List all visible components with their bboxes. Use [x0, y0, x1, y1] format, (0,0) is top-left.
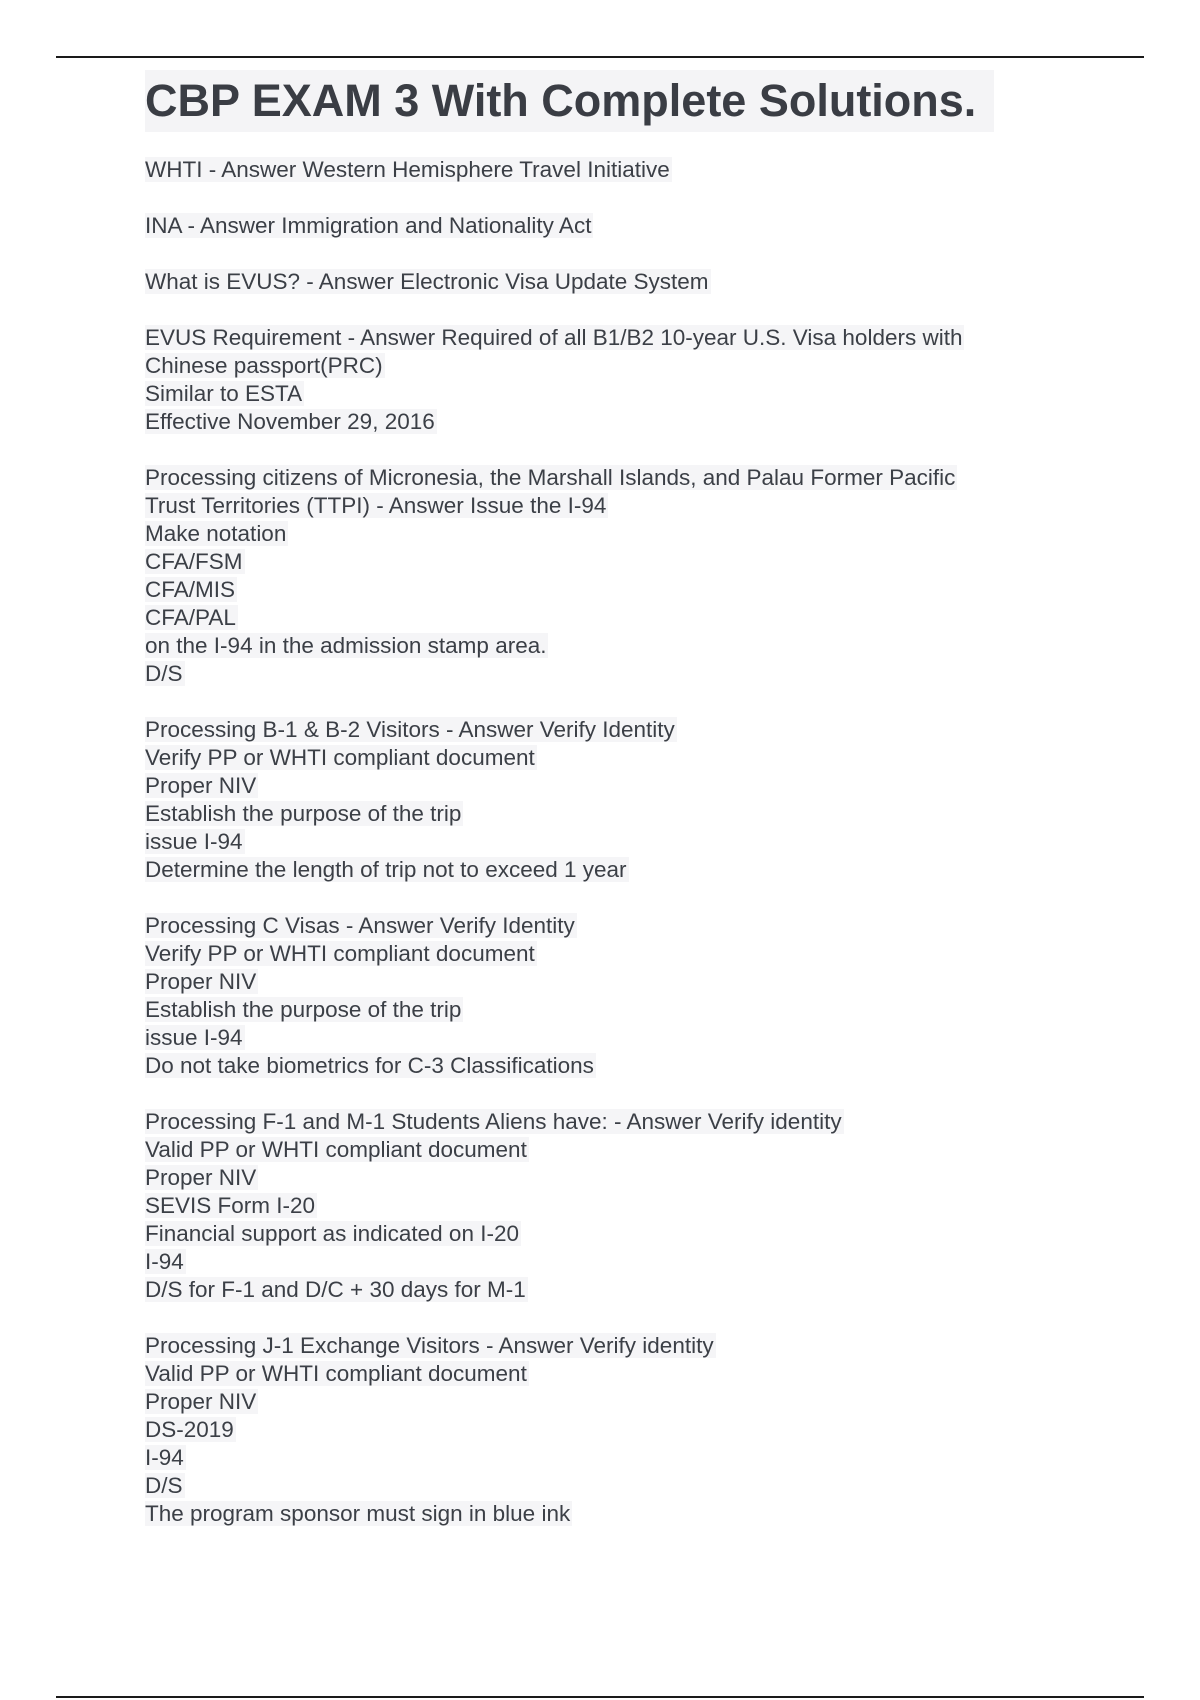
qa-answer-line [145, 800, 1065, 828]
line-text: Processing F-1 and M-1 Students Aliens have: - Answer Verify identity [145, 1109, 842, 1134]
qa-question-line [145, 156, 1065, 184]
qa-question-line [145, 716, 1065, 744]
qa-answer-line [145, 1416, 1065, 1444]
line-text: issue I-94 [145, 829, 243, 854]
qa-answer-line [145, 1248, 1065, 1276]
line-text: DS-2019 [145, 1417, 234, 1442]
line-text: D/S [145, 661, 183, 686]
qa-answer-line [145, 1164, 1065, 1192]
line-text: Processing B-1 & B-2 Visitors - Answer Verify Identity [145, 717, 675, 742]
line-text: Verify PP or WHTI compliant document [145, 941, 535, 966]
top-rule [56, 56, 1144, 58]
line-text: SEVIS Form I-20 [145, 1193, 316, 1218]
line-text: issue I-94 [145, 1025, 243, 1050]
qa-answer-line [145, 1024, 1065, 1052]
qa-answer-line [145, 352, 1065, 380]
qa-answer-line [145, 1136, 1065, 1164]
line-text: D/S [145, 1473, 183, 1498]
qa-entry [145, 1108, 1065, 1304]
qa-answer-line [145, 576, 1065, 604]
qa-answer-line [145, 604, 1065, 632]
line-text: Do not take biometrics for C-3 Classifications [145, 1053, 594, 1078]
qa-answer-line [145, 408, 1065, 436]
line-text: WHTI - Answer Western Hemisphere Travel Initiative [145, 157, 670, 182]
qa-entry [145, 324, 1065, 436]
line-text: The program sponsor must sign in blue ink [145, 1501, 571, 1526]
qa-question-line [145, 324, 1065, 352]
qa-answer-line [145, 1388, 1065, 1416]
line-text: Valid PP or WHTI compliant document [145, 1361, 527, 1386]
line-text: Financial support as indicated on I-20 [145, 1221, 519, 1246]
line-text: Similar to ESTA [145, 381, 303, 406]
qa-entry [145, 464, 1065, 688]
line-text: Processing citizens of Micronesia, the Marshall Islands, and Palau Former Pacific [145, 465, 956, 490]
line-text: Verify PP or WHTI compliant document [145, 745, 535, 770]
qa-entry [145, 912, 1065, 1080]
qa-question-line [145, 464, 1065, 492]
line-text: Proper NIV [145, 773, 257, 798]
qa-answer-line [145, 380, 1065, 408]
line-text: What is EVUS? - Answer Electronic Visa Update System [145, 269, 709, 294]
qa-answer-line [145, 492, 1065, 520]
line-text: Establish the purpose of the trip [145, 997, 462, 1022]
qa-answer-line [145, 632, 1065, 660]
line-text: CFA/FSM [145, 549, 243, 574]
document-page [145, 70, 1065, 1556]
qa-answer-line [145, 1444, 1065, 1472]
qa-entry [145, 268, 1065, 296]
qa-answer-line [145, 548, 1065, 576]
qa-question-line [145, 268, 1065, 296]
line-text: Chinese passport(PRC) [145, 353, 383, 378]
qa-question-line [145, 1108, 1065, 1136]
qa-entry [145, 1332, 1065, 1528]
qa-answer-line [145, 744, 1065, 772]
line-text: Trust Territories (TTPI) - Answer Issue the I-94 [145, 493, 607, 518]
line-text: Proper NIV [145, 1165, 257, 1190]
line-text: Make notation [145, 521, 287, 546]
line-text: CFA/PAL [145, 605, 236, 630]
bottom-rule [56, 1696, 1144, 1698]
qa-entry [145, 716, 1065, 884]
qa-answer-line [145, 1500, 1065, 1528]
line-text: Processing J-1 Exchange Visitors - Answer Verify identity [145, 1333, 714, 1358]
qa-answer-line [145, 772, 1065, 800]
line-text: I-94 [145, 1249, 184, 1274]
line-text: D/S for F-1 and D/C + 30 days for M-1 [145, 1277, 526, 1302]
line-text: Determine the length of trip not to exceed 1 year [145, 857, 627, 882]
qa-answer-line [145, 996, 1065, 1024]
line-text: I-94 [145, 1445, 184, 1470]
qa-answer-line [145, 1192, 1065, 1220]
line-text: Valid PP or WHTI compliant document [145, 1137, 527, 1162]
qa-answer-line [145, 660, 1065, 688]
qa-answer-line [145, 1472, 1065, 1500]
line-text: Processing C Visas - Answer Verify Identity [145, 913, 575, 938]
qa-question-line [145, 212, 1065, 240]
qa-answer-line [145, 940, 1065, 968]
document-title: CBP EXAM 3 With Complete Solutions. [145, 70, 994, 132]
qa-answer-line [145, 1360, 1065, 1388]
qa-answer-line [145, 828, 1065, 856]
line-text: CFA/MIS [145, 577, 236, 602]
qa-answer-line [145, 856, 1065, 884]
line-text: Proper NIV [145, 969, 257, 994]
line-text: Effective November 29, 2016 [145, 409, 435, 434]
qa-entry [145, 212, 1065, 240]
qa-list [145, 156, 1065, 1528]
line-text: INA - Answer Immigration and Nationality Act [145, 213, 592, 238]
qa-answer-line [145, 968, 1065, 996]
line-text: Proper NIV [145, 1389, 257, 1414]
qa-entry [145, 156, 1065, 184]
qa-question-line [145, 912, 1065, 940]
qa-question-line [145, 1332, 1065, 1360]
line-text: EVUS Requirement - Answer Required of all B1/B2 10-year U.S. Visa holders with [145, 325, 963, 350]
line-text: on the I-94 in the admission stamp area. [145, 633, 547, 658]
qa-answer-line [145, 520, 1065, 548]
line-text: Establish the purpose of the trip [145, 801, 462, 826]
qa-answer-line [145, 1220, 1065, 1248]
qa-answer-line [145, 1052, 1065, 1080]
qa-answer-line [145, 1276, 1065, 1304]
